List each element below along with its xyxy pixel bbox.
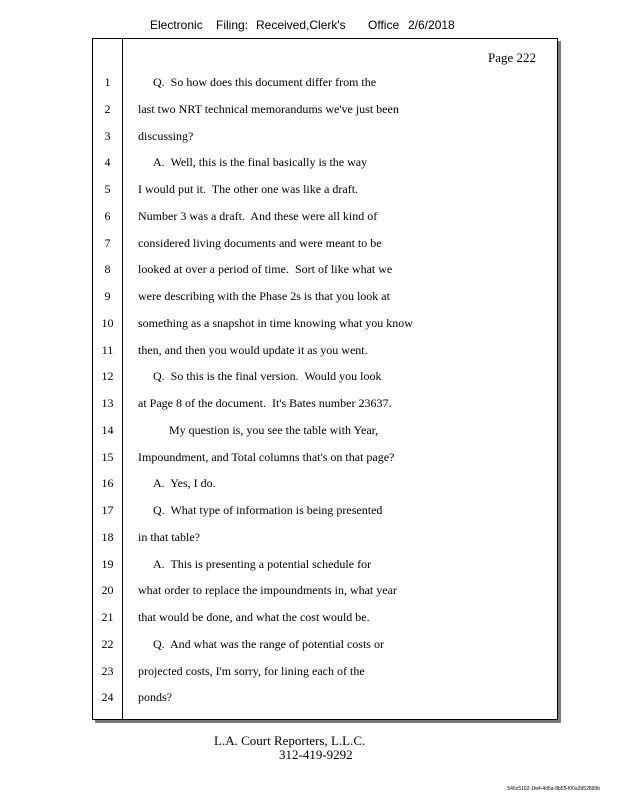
line-number: 22 <box>101 636 114 651</box>
line-text: what order to replace the impoundments in, what year <box>138 583 397 598</box>
line-number: 2 <box>104 101 111 116</box>
line-number: 24 <box>101 690 114 705</box>
transcript-page <box>92 38 558 720</box>
line-text: discussing? <box>138 128 194 143</box>
line-text: at Page 8 of the document. It's Bates number 23637. <box>138 396 392 410</box>
line-number: 15 <box>101 449 114 464</box>
line-number: 14 <box>101 422 114 437</box>
line-text: Number 3 was a draft. And these were all kind of <box>138 208 378 223</box>
document-id: 546c5102-1fe4-4d5a-8b55-f00a3952899b <box>507 786 600 792</box>
line-number: 23 <box>101 663 114 678</box>
line-number: 7 <box>104 235 111 250</box>
stamp-word-filing: Filing: <box>216 18 249 32</box>
line-text: Impoundment, and Total columns that's on that page? <box>138 449 395 464</box>
page-number: Page 222 <box>487 50 536 65</box>
stamp-word-office: Office <box>368 18 400 32</box>
line-text: My question is, you see the table with Year, <box>169 422 379 437</box>
line-number: 6 <box>104 208 111 223</box>
line-number: 8 <box>104 262 111 277</box>
stamp-word-electronic: Electronic <box>150 18 203 32</box>
line-text: I would put it. The other one was like a draft. <box>138 182 359 196</box>
line-number: 19 <box>101 556 114 571</box>
line-number: 9 <box>104 289 111 303</box>
line-text: looked at over a period of time. Sort of like what we <box>138 262 393 277</box>
line-text: that would be done, and what the cost would be. <box>138 610 370 624</box>
line-text: Q. What type of information is being presented <box>153 503 383 517</box>
line-text: then, and then you would update it as you went. <box>138 342 368 357</box>
line-number: 10 <box>101 315 114 330</box>
filing-stamp <box>150 18 480 34</box>
line-number: 11 <box>101 342 114 357</box>
line-number: 13 <box>101 396 114 410</box>
line-text: last two NRT technical memorandums we've just been <box>138 101 399 116</box>
line-number: 16 <box>101 476 114 491</box>
line-text: Q. And what was the range of potential costs or <box>153 636 384 651</box>
line-number: 21 <box>101 610 114 624</box>
line-number: 1 <box>104 75 111 89</box>
line-text: A. Yes, I do. <box>153 476 216 491</box>
line-number: 5 <box>104 182 111 196</box>
line-text: considered living documents and were meant to be <box>138 235 382 250</box>
line-text: Q. So this is the final version. Would you look <box>153 369 382 384</box>
line-text: were describing with the Phase 2s is that you look at <box>138 289 390 303</box>
line-text: A. Well, this is the final basically is the way <box>153 155 368 170</box>
stamp-word-received: Received,Clerk's <box>256 18 346 32</box>
stamp-date: 2/6/2018 <box>408 18 455 32</box>
line-number-divider <box>122 39 123 719</box>
line-number: 4 <box>104 155 111 170</box>
line-number: 12 <box>101 369 114 384</box>
line-number: 18 <box>101 529 114 544</box>
reporter-company: L.A. Court Reporters, L.L.C. <box>214 733 366 748</box>
line-text: A. This is presenting a potential schedule for <box>153 556 372 571</box>
line-number: 17 <box>101 503 114 517</box>
line-text: projected costs, I'm sorry, for lining each of the <box>138 663 365 678</box>
line-text: ponds? <box>138 690 172 705</box>
line-text: in that table? <box>138 529 200 544</box>
line-text: something as a snapshot in time knowing what you know <box>138 315 413 330</box>
line-text: Q. So how does this document differ from the <box>153 75 377 89</box>
line-number: 3 <box>104 128 111 143</box>
reporter-phone: 312-419-9292 <box>279 747 353 762</box>
line-number: 20 <box>101 583 114 598</box>
